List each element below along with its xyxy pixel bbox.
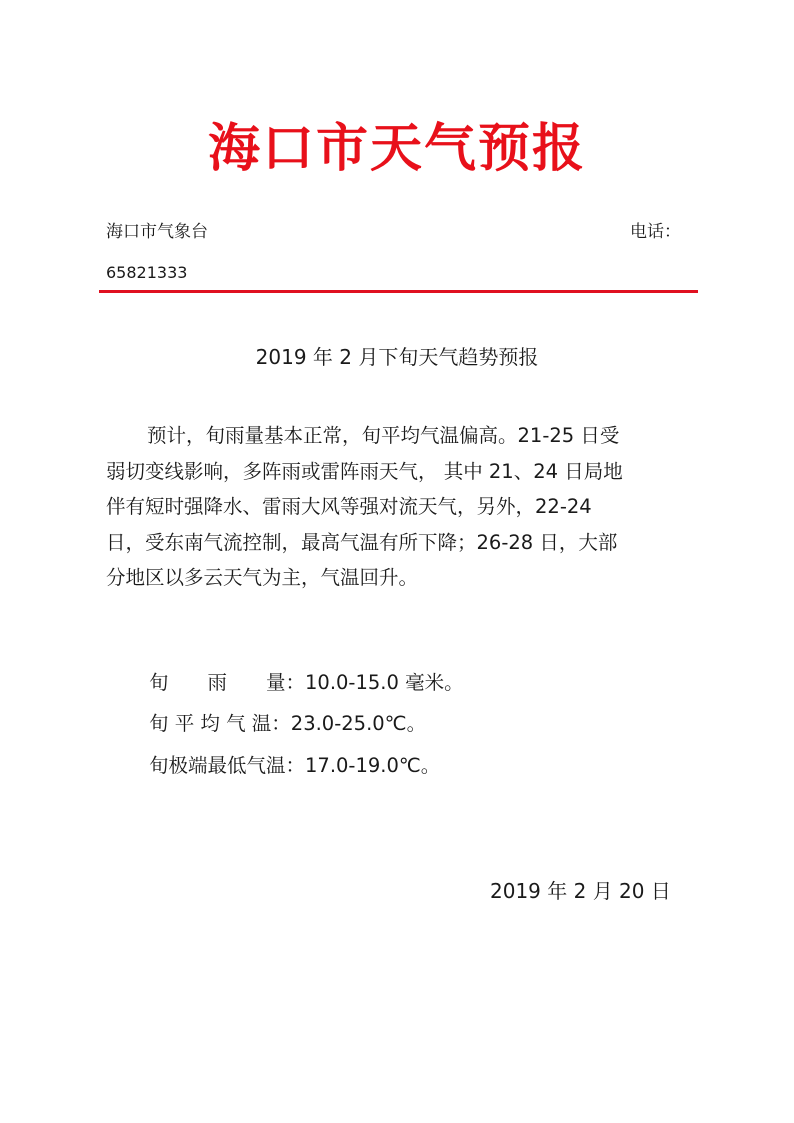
stat-mean-temperature	[149, 709, 426, 739]
header-divider	[99, 290, 698, 293]
stat-value: 23.0-25.0℃。	[290, 712, 427, 735]
paragraph-line: 分地区以多云天气为主，气温回升。	[106, 566, 419, 589]
issue-date: 2019 年 2 月 20 日	[490, 879, 671, 903]
stat-label: 旬 雨 量：	[149, 671, 306, 694]
stat-min-temperature	[149, 751, 440, 781]
stat-rainfall	[149, 668, 464, 698]
phone-label: 电话：	[630, 222, 681, 242]
paragraph-line: 预计，旬雨量基本正常，旬平均气温偏高。21-25 日受	[147, 424, 620, 447]
page-title: 海口市天气预报	[207, 119, 586, 179]
document-title: 2019 年 2 月下旬天气趋势预报	[255, 345, 539, 369]
stat-value: 10.0-15.0 毫米。	[305, 671, 464, 694]
stat-label: 旬极端最低气温：	[149, 754, 306, 777]
issuing-organization: 海口市气象台	[106, 222, 208, 242]
paragraph-line: 日，受东南气流控制，最高气温有所下降；26-28 日，大部	[106, 530, 618, 554]
forecast-paragraph	[106, 418, 686, 596]
stat-label: 旬 平 均 气 温：	[149, 712, 291, 735]
stat-value: 17.0-19.0℃。	[305, 754, 441, 777]
paragraph-line: 弱切变线影响，多阵雨或雷阵雨天气， 其中 21、24 日局地	[106, 459, 623, 483]
paragraph-line: 伴有短时强降水、雷雨大风等强对流天气，另外，22-24	[106, 495, 592, 518]
phone-number: 65821333	[106, 263, 188, 282]
